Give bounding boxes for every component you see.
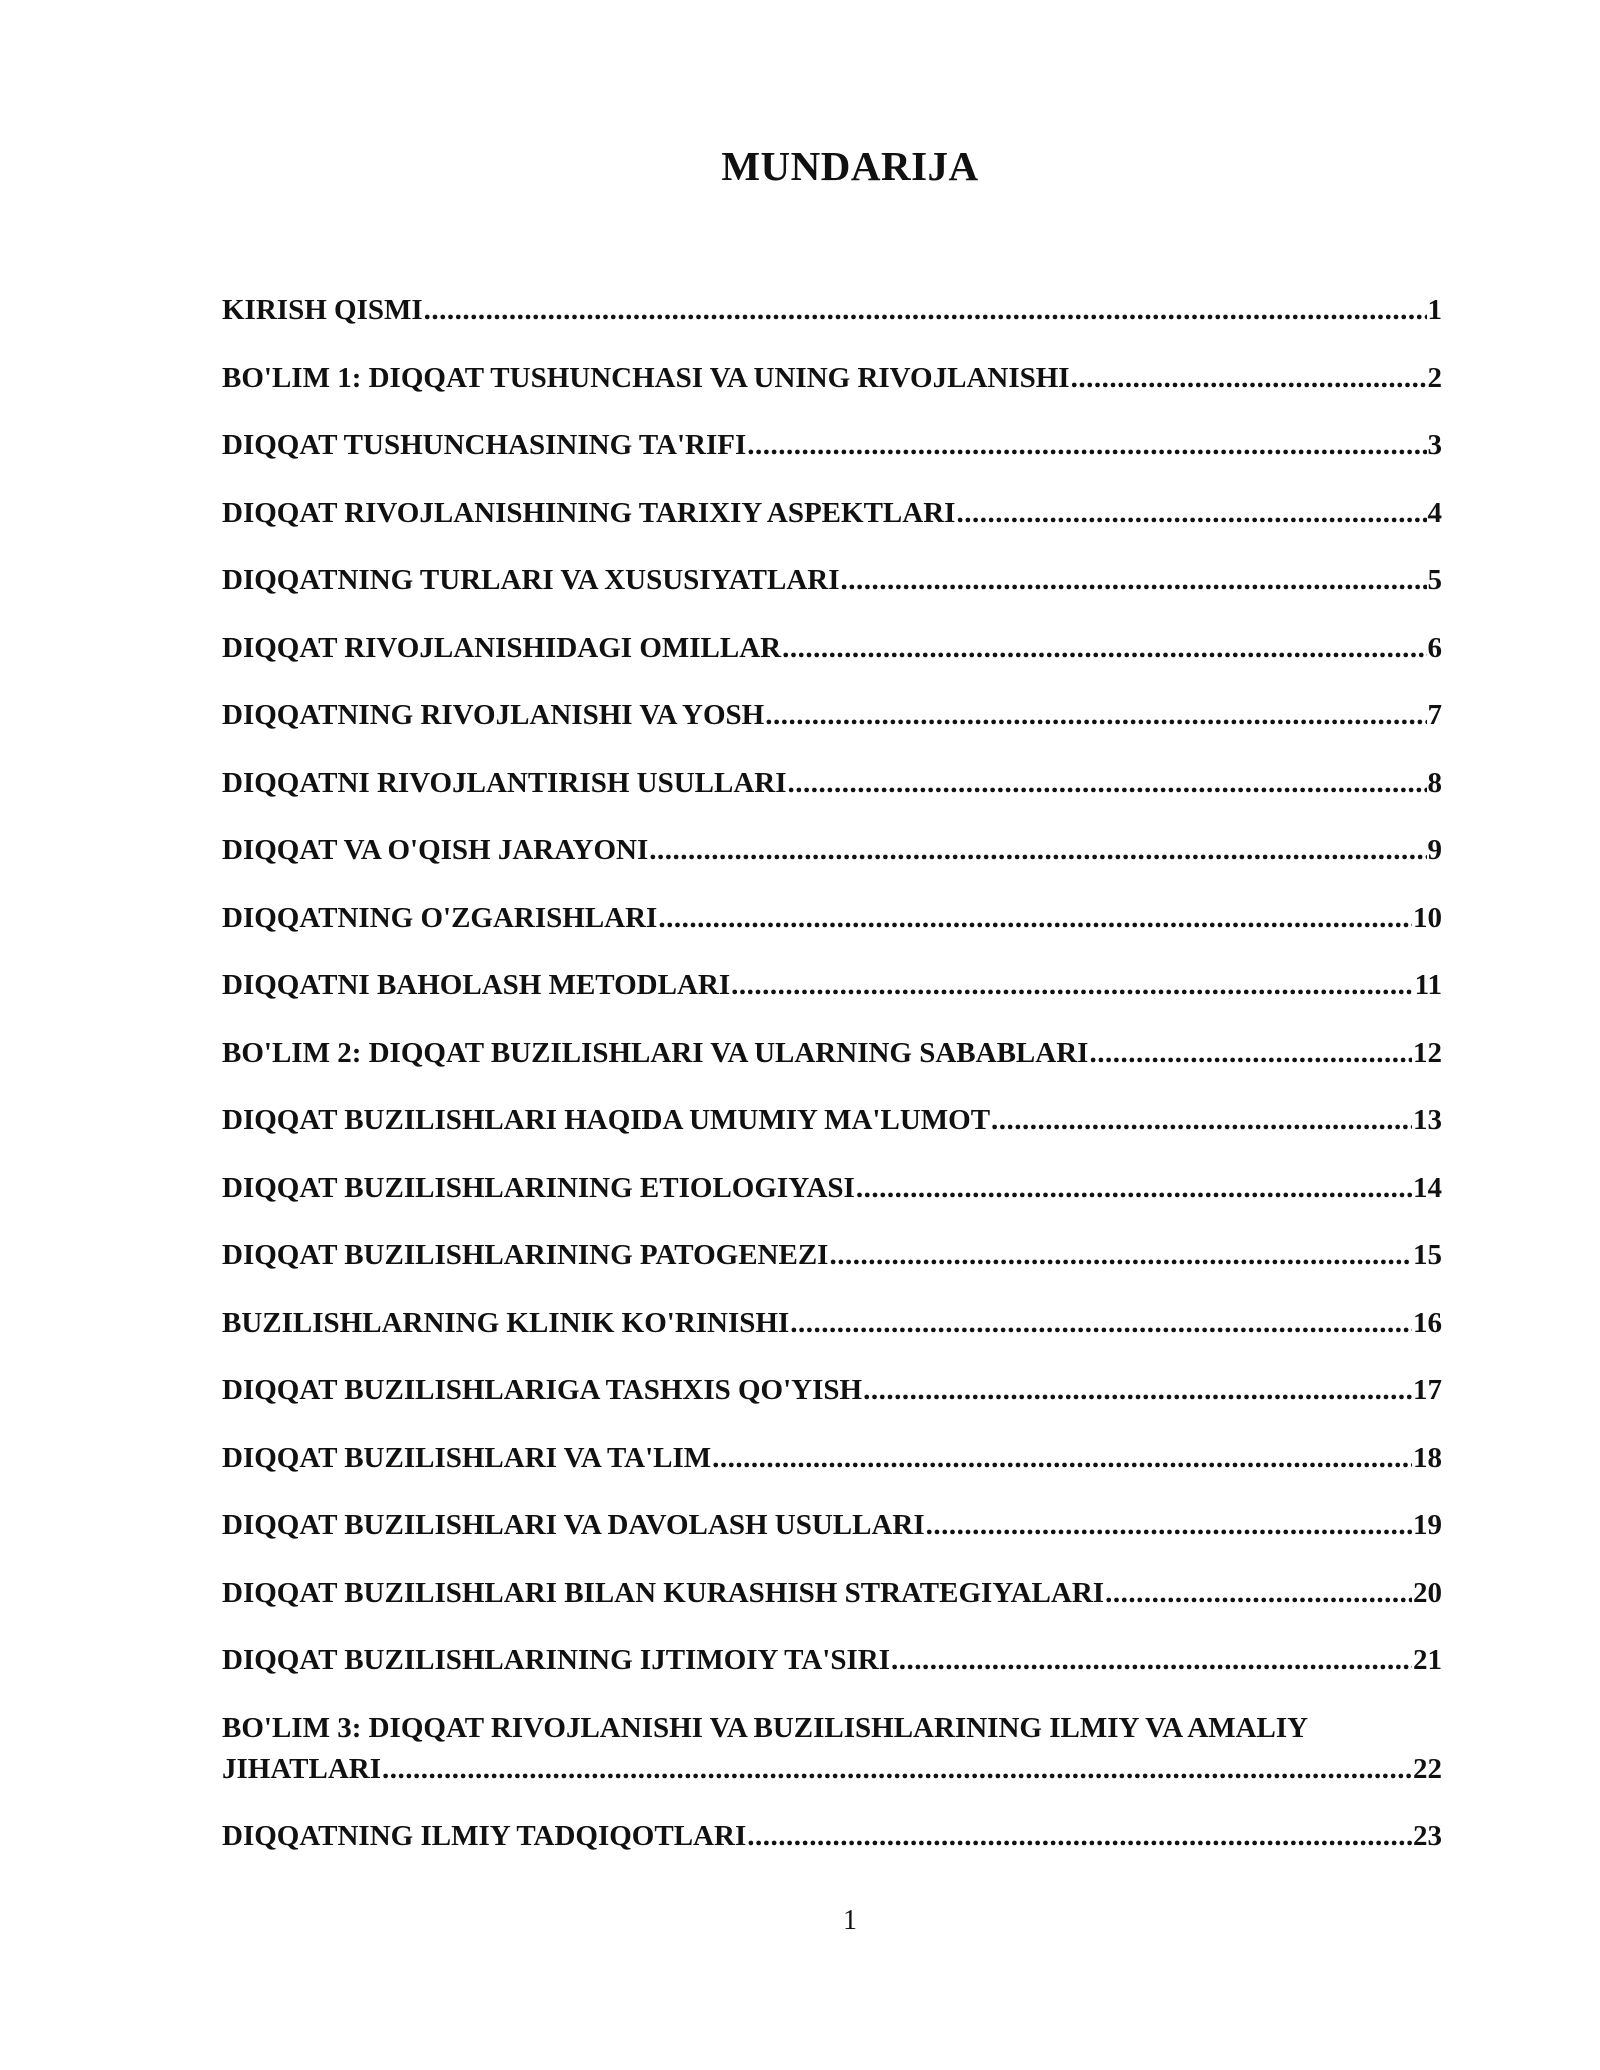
toc-entry[interactable] (222, 425, 1442, 466)
toc-entry[interactable] (222, 1033, 1442, 1074)
toc-entry-page: 15 (1413, 1239, 1442, 1271)
dot-leader (747, 425, 1426, 466)
toc-entry-line2 (222, 1749, 1442, 1790)
page-number-footer: 1 (843, 1905, 857, 1936)
toc-entry-page: 18 (1413, 1441, 1442, 1474)
toc-entry-label: DIQQATNING TURLARI VA XUSUSIYATLARI (222, 564, 840, 596)
dot-leader (841, 560, 1427, 601)
toc-entry-wrapped[interactable] (222, 1708, 1442, 1790)
toc-entry-page: 20 (1413, 1576, 1442, 1609)
page-title: MUNDARIJA (721, 143, 979, 189)
toc-entry-label: DIQQAT TUSHUNCHASINING TA'RIFI (222, 429, 747, 461)
toc-entry[interactable] (222, 1505, 1442, 1546)
toc-entry-page: 19 (1413, 1509, 1442, 1541)
toc-entry-label: KIRISH QISMI (222, 294, 423, 326)
toc-entry[interactable] (222, 1640, 1442, 1681)
toc-entry-page: 5 (1427, 564, 1442, 596)
toc-entry-label: DIQQAT BUZILISHLARIGA TASHXIS QO'YISH (222, 1374, 863, 1406)
toc-entry-label: DIQQAT BUZILISHLARI HAQIDA UMUMIY MA'LUMOT (222, 1104, 991, 1136)
dot-leader (788, 763, 1427, 804)
toc-entry-label: BO'LIM 1: DIQQAT TUSHUNCHASI VA UNING RIVOJLANISHI (222, 361, 1070, 394)
toc-entry[interactable] (222, 493, 1442, 534)
dot-leader (790, 1303, 1412, 1344)
toc-entry-label: DIQQATNING ILMIY TADQIQOTLARI (222, 1820, 747, 1852)
toc-entry-page: 7 (1427, 699, 1442, 731)
toc-entry-page: 4 (1427, 496, 1442, 529)
toc-entry-label: DIQQAT BUZILISHLARINING PATOGENEZI (222, 1239, 829, 1271)
toc-entry-page: 8 (1427, 766, 1442, 799)
dot-leader (382, 1749, 1412, 1790)
toc-entry-page: 13 (1413, 1104, 1442, 1136)
table-of-contents (222, 290, 1442, 1884)
toc-entry-page: 3 (1427, 429, 1442, 461)
dot-leader (926, 1505, 1412, 1546)
toc-entry[interactable] (222, 898, 1442, 939)
dot-leader (863, 1370, 1412, 1411)
toc-entry-page: 16 (1413, 1306, 1442, 1339)
dot-leader (712, 1438, 1412, 1479)
toc-entry-label-line2: JIHATLARI (222, 1752, 381, 1785)
toc-entry-page: 9 (1427, 834, 1442, 866)
toc-entry[interactable] (222, 695, 1442, 736)
dot-leader (829, 1235, 1412, 1276)
toc-entry-label: DIQQATNING O'ZGARISHLARI (222, 901, 658, 934)
toc-entry[interactable] (222, 560, 1442, 601)
dot-leader (856, 1168, 1412, 1209)
toc-entry-label-line1: BO'LIM 3: DIQQAT RIVOJLANISHI VA BUZILISHLARINING ILMIY VA AMALIY (222, 1711, 1309, 1744)
toc-entry[interactable] (222, 763, 1442, 804)
dot-leader (731, 965, 1413, 1006)
toc-entry-label: DIQQAT RIVOJLANISHINING TARIXIY ASPEKTLARI (222, 496, 956, 529)
toc-entry-label: DIQQAT BUZILISHLARI BILAN KURASHISH STRATEGIYALARI (222, 1576, 1105, 1609)
toc-entry[interactable] (222, 1816, 1442, 1857)
toc-entry-page: 17 (1413, 1374, 1442, 1406)
dot-leader (1089, 1033, 1412, 1074)
toc-entry-label: DIQQAT VA O'QISH JARAYONI (222, 834, 649, 866)
toc-entry-page: 1 (1427, 294, 1442, 326)
toc-entry[interactable] (222, 1370, 1442, 1411)
dot-leader (765, 695, 1426, 736)
toc-entry[interactable] (222, 628, 1442, 669)
toc-entry-page: 21 (1413, 1644, 1442, 1676)
toc-entry-label: DIQQAT RIVOJLANISHIDAGI OMILLAR (222, 631, 782, 664)
dot-leader (658, 898, 1412, 939)
toc-entry-page: 23 (1413, 1820, 1442, 1852)
toc-entry-page: 2 (1427, 361, 1442, 394)
toc-entry-label: DIQQAT BUZILISHLARINING ETIOLOGIYASI (222, 1171, 855, 1204)
dot-leader (782, 628, 1426, 669)
dot-leader (649, 830, 1426, 871)
toc-entry[interactable] (222, 1235, 1442, 1276)
toc-entry[interactable] (222, 1303, 1442, 1344)
dot-leader (956, 493, 1426, 534)
toc-entry-label: DIQQATNI RIVOJLANTIRISH USULLARI (222, 766, 787, 799)
toc-entry[interactable] (222, 830, 1442, 871)
toc-entry-page: 6 (1427, 631, 1442, 664)
toc-entry-label: DIQQATNING RIVOJLANISHI VA YOSH (222, 699, 765, 731)
toc-entry[interactable] (222, 1168, 1442, 1209)
toc-entry-label: DIQQATNI BAHOLASH METODLARI (222, 969, 731, 1001)
dot-leader (1071, 358, 1427, 399)
toc-entry[interactable] (222, 965, 1442, 1006)
toc-entry[interactable] (222, 1100, 1442, 1141)
toc-entry-page: 22 (1413, 1752, 1442, 1785)
toc-entry-page: 14 (1413, 1171, 1442, 1204)
toc-entry-page: 11 (1414, 969, 1442, 1001)
dot-leader (891, 1640, 1412, 1681)
toc-entry-label: BO'LIM 2: DIQQAT BUZILISHLARI VA ULARNING SABABLARI (222, 1036, 1089, 1069)
toc-entry[interactable] (222, 358, 1442, 399)
dot-leader (747, 1816, 1412, 1857)
toc-entry-page: 12 (1413, 1036, 1442, 1069)
dot-leader (991, 1100, 1412, 1141)
toc-entry[interactable] (222, 1573, 1442, 1614)
toc-entry-page: 10 (1413, 901, 1442, 934)
toc-entry-label: DIQQAT BUZILISHLARI VA DAVOLASH USULLARI (222, 1509, 925, 1541)
toc-entry-label: DIQQAT BUZILISHLARINING IJTIMOIY TA'SIRI (222, 1644, 890, 1676)
toc-entry-label: BUZILISHLARNING KLINIK KO'RINISHI (222, 1306, 790, 1339)
toc-entry[interactable] (222, 290, 1442, 331)
toc-entry-label: DIQQAT BUZILISHLARI VA TA'LIM (222, 1441, 712, 1474)
dot-leader (424, 290, 1427, 331)
toc-entry[interactable] (222, 1438, 1442, 1479)
dot-leader (1105, 1573, 1412, 1614)
